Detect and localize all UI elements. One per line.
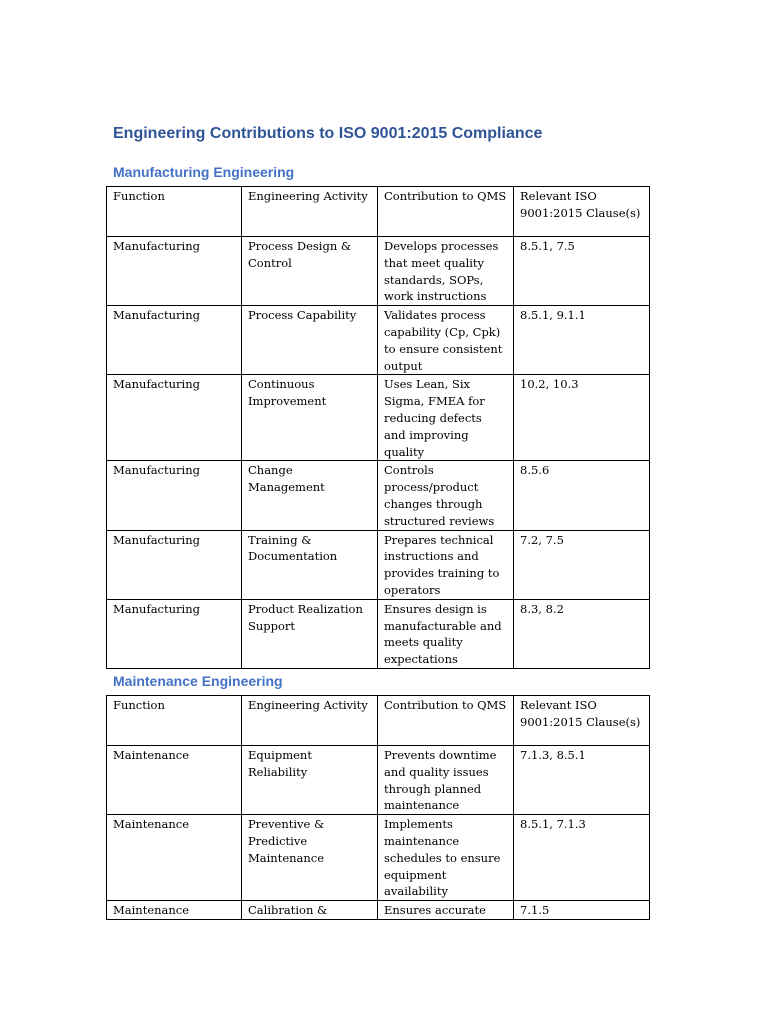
table-header-row	[107, 696, 650, 746]
clause-cell: 8.5.1, 7.5	[514, 237, 650, 306]
activity-cell: Training & Documentation	[242, 530, 378, 599]
clause-cell: 8.5.6	[514, 461, 650, 530]
function-cell: Maintenance	[107, 901, 242, 920]
contribution-cell: Ensures accurate	[378, 901, 514, 920]
clause-cell: 8.5.1, 9.1.1	[514, 306, 650, 375]
contribution-cell: Prepares technical instructions and provides training to operators	[378, 530, 514, 599]
contribution-cell: Controls process/product changes through structured reviews	[378, 461, 514, 530]
function-cell: Manufacturing	[107, 375, 242, 461]
maintenance-table	[106, 695, 650, 920]
activity-cell: Equipment Reliability	[242, 746, 378, 815]
header-cell: Engineering Activity	[242, 696, 378, 746]
function-cell: Manufacturing	[107, 530, 242, 599]
section-heading-maintenance: Maintenance Engineering	[113, 673, 283, 689]
header-cell: Relevant ISO 9001:2015 Clause(s)	[514, 187, 650, 237]
clause-cell: 10.2, 10.3	[514, 375, 650, 461]
function-cell: Manufacturing	[107, 461, 242, 530]
table-row	[107, 461, 650, 530]
table-row	[107, 815, 650, 901]
contribution-cell: Implements maintenance schedules to ensure equipment availability	[378, 815, 514, 901]
table-row	[107, 237, 650, 306]
function-cell: Maintenance	[107, 746, 242, 815]
clause-cell: 7.1.3, 8.5.1	[514, 746, 650, 815]
function-cell: Manufacturing	[107, 237, 242, 306]
table-row	[107, 746, 650, 815]
contribution-cell: Validates process capability (Cp, Cpk) to ensure consistent output	[378, 306, 514, 375]
function-cell: Manufacturing	[107, 306, 242, 375]
activity-cell: Continuous Improvement	[242, 375, 378, 461]
contribution-cell: Prevents downtime and quality issues through planned maintenance	[378, 746, 514, 815]
header-cell: Function	[107, 187, 242, 237]
function-cell: Maintenance	[107, 815, 242, 901]
clause-cell: 7.2, 7.5	[514, 530, 650, 599]
clause-cell: 8.3, 8.2	[514, 599, 650, 668]
header-cell: Contribution to QMS	[378, 696, 514, 746]
contribution-cell: Develops processes that meet quality standards, SOPs, work instructions	[378, 237, 514, 306]
header-cell: Relevant ISO 9001:2015 Clause(s)	[514, 696, 650, 746]
table-row	[107, 901, 650, 920]
document-title: Engineering Contributions to ISO 9001:2015 Compliance	[113, 125, 543, 142]
table-header-row	[107, 187, 650, 237]
contribution-cell: Ensures design is manufacturable and meets quality expectations	[378, 599, 514, 668]
section-heading-manufacturing: Manufacturing Engineering	[113, 164, 295, 180]
activity-cell: Preventive & Predictive Maintenance	[242, 815, 378, 901]
activity-cell: Change Management	[242, 461, 378, 530]
table-row	[107, 375, 650, 461]
clause-cell: 7.1.5	[514, 901, 650, 920]
manufacturing-table	[106, 186, 650, 669]
clause-cell: 8.5.1, 7.1.3	[514, 815, 650, 901]
table-row	[107, 530, 650, 599]
header-cell: Contribution to QMS	[378, 187, 514, 237]
header-cell: Function	[107, 696, 242, 746]
activity-cell: Product Realization Support	[242, 599, 378, 668]
header-cell: Engineering Activity	[242, 187, 378, 237]
function-cell: Manufacturing	[107, 599, 242, 668]
activity-cell: Calibration &	[242, 901, 378, 920]
contribution-cell: Uses Lean, Six Sigma, FMEA for reducing defects and improving quality	[378, 375, 514, 461]
activity-cell: Process Capability	[242, 306, 378, 375]
table-row	[107, 306, 650, 375]
table-row	[107, 599, 650, 668]
activity-cell: Process Design & Control	[242, 237, 378, 306]
